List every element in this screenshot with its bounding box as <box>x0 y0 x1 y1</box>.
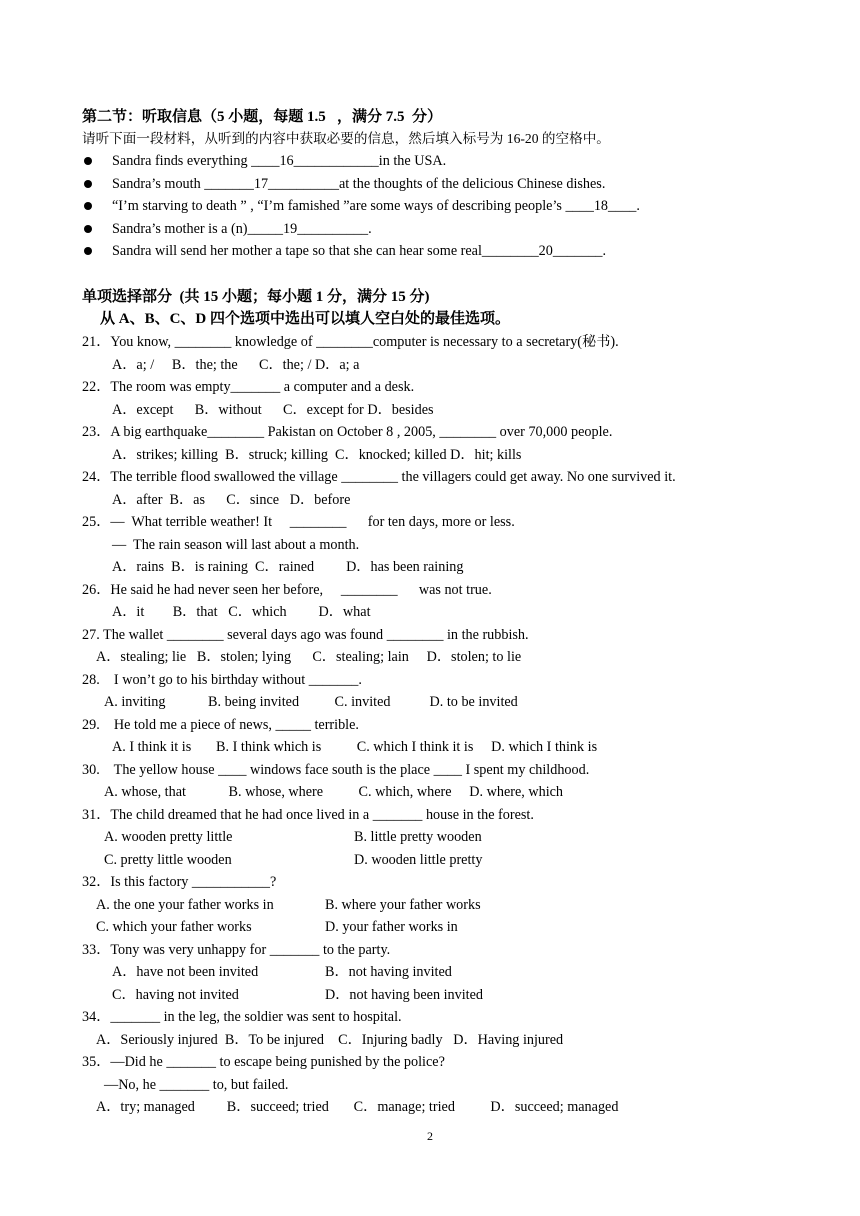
question-24: 24．The terrible flood swallowed the village ________ the villagers could get away. No one survived it. <box>82 469 676 485</box>
question-26-options: A．it B．that C．which D．what <box>112 604 371 620</box>
question-31: 31．The child dreamed that he had once lived in a _______ house in the forest. <box>82 807 534 823</box>
question-34: 34．_______ in the leg, the soldier was sent to hospital. <box>82 1009 402 1025</box>
question-32-option-c: C. which your father works <box>96 919 252 935</box>
question-22-options: A．except B．without C．except for D．besides <box>112 402 434 418</box>
choice-section-heading: 单项选择部分 (共 15 小题；每小题 1 分，满分 15 分) <box>82 289 430 305</box>
listening-item-18: “I’m starving to death ” , “I’m famished ”are some ways of describing people’s ____18____. <box>112 198 640 214</box>
question-21-options: A．a; / B．the; the C．the; / D．a; a <box>112 357 360 373</box>
listening-section-heading: 第二节：听取信息（5 小题，每题 1.5 ，满分 7.5 分） <box>82 109 443 125</box>
question-33-option-a: A．have not been invited <box>112 964 259 980</box>
question-33-option-b: B．not having invited <box>325 964 452 980</box>
question-22: 22．The room was empty_______ a computer and a desk. <box>82 379 415 395</box>
question-33-option-d: D．not having been invited <box>325 987 484 1003</box>
question-25-options: A．rains B．is raining C．rained D．has been raining <box>112 559 464 575</box>
question-31-option-c: C. pretty little wooden <box>104 852 232 868</box>
question-32-option-d: D. your father works in <box>325 919 458 935</box>
question-32-option-b: B. where your father works <box>325 897 481 913</box>
question-31-option-b: B. little pretty wooden <box>354 829 482 845</box>
question-30-options: A. whose, that B. whose, where C. which, where D. where, which <box>104 784 564 800</box>
question-34-options: A．Seriously injured B．To be injured C．Injuring badly D．Having injured <box>96 1032 564 1048</box>
question-27: 27. The wallet ________ several days ago was found ________ in the rubbish. <box>82 627 529 643</box>
listening-item-19: Sandra’s mother is a (n)_____19__________. <box>112 221 372 237</box>
question-32-option-a: A. the one your father works in <box>96 897 274 913</box>
question-25: 25．— What terrible weather! It ________ for ten days, more or less. <box>82 514 515 530</box>
question-35-options: A．try; managed B．succeed; tried C．manage; tried D．succeed; managed <box>96 1099 619 1115</box>
listening-item-20: Sandra will send her mother a tape so that she can hear some real________20_______. <box>112 243 607 259</box>
question-29-options: A. I think it is B. I think which is C. which I think it is D. which I think is <box>112 739 598 755</box>
question-30: 30. The yellow house ____ windows face south is the place ____ I spent my childhood. <box>82 762 590 778</box>
question-29: 29. He told me a piece of news, _____ terrible. <box>82 717 359 733</box>
question-25-reply: — The rain season will last about a month. <box>112 537 360 553</box>
listening-item-16: Sandra finds everything ____16____________in the USA. <box>112 153 447 169</box>
question-35: 35．—Did he _______ to escape being punished by the police? <box>82 1054 445 1070</box>
listening-item-17: Sandra’s mouth _______17__________at the thoughts of the delicious Chinese dishes. <box>112 176 606 192</box>
listening-instruction: 请听下面一段材料，从听到的内容中获取必要的信息，然后填入标号为 16-20 的空格中。 <box>82 131 610 146</box>
question-33: 33．Tony was very unhappy for _______ to the party. <box>82 942 391 958</box>
question-28-options: A. inviting B. being invited C. invited D. to be invited <box>104 694 518 710</box>
bullet-icon <box>84 202 92 210</box>
bullet-icon <box>84 180 92 188</box>
bullet-icon <box>84 225 92 233</box>
question-23: 23．A big earthquake________ Pakistan on October 8 , 2005, ________ over 70,000 people. <box>82 424 613 440</box>
question-28: 28. I won’t go to his birthday without _______. <box>82 672 362 688</box>
question-31-option-d: D. wooden little pretty <box>354 852 483 868</box>
question-26: 26．He said he had never seen her before, ________ was not true. <box>82 582 492 598</box>
bullet-icon <box>84 157 92 165</box>
question-31-option-a: A. wooden pretty little <box>104 829 233 845</box>
question-27-options: A．stealing; lie B．stolen; lying C．stealing; lain D．stolen; to lie <box>96 649 522 665</box>
bullet-icon <box>84 247 92 255</box>
question-32: 32．Is this factory ___________? <box>82 874 277 890</box>
question-35-reply: —No, he _______ to, but failed. <box>104 1077 289 1093</box>
question-33-option-c: C．having not invited <box>112 987 239 1003</box>
question-24-options: A．after B．as C．since D．before <box>112 492 351 508</box>
question-21: 21．You know, ________ knowledge of ________computer is necessary to a secretary(秘书). <box>82 334 619 350</box>
choice-instruction: 从 A、B、C、D 四个选项中选出可以填人空白处的最佳选项。 <box>100 311 511 327</box>
question-23-options: A．strikes; killing B．struck; killing C．knocked; killed D．hit; kills <box>112 447 522 463</box>
page-number: 2 <box>427 1129 433 1143</box>
